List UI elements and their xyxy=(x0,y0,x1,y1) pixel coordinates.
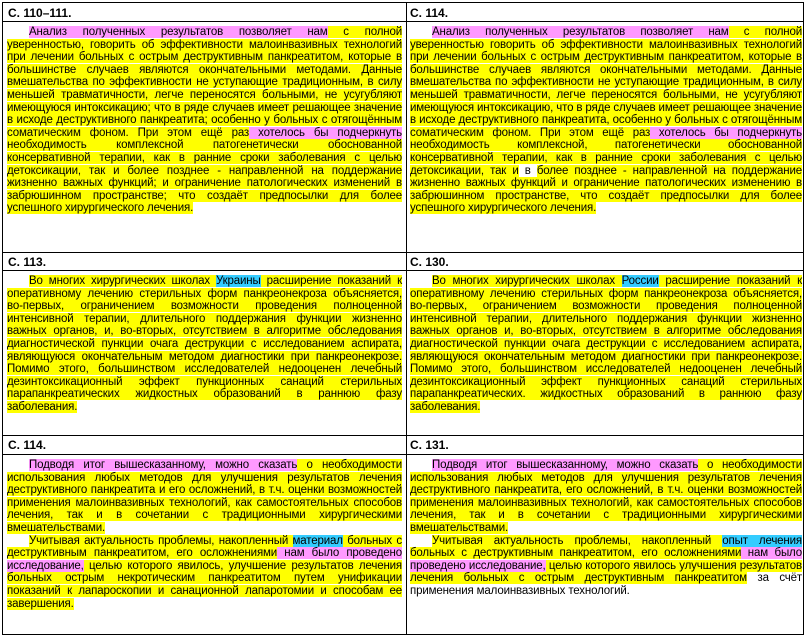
compared-text-block xyxy=(410,26,802,215)
source-page-header: С. 114. xyxy=(8,438,47,452)
matched-phrase: хотелось бы подчеркнуть xyxy=(249,126,403,139)
text-segment: за счёт применения малоинвазивных технологий. xyxy=(410,572,802,597)
text-paragraph xyxy=(410,275,802,414)
text-segment: о необходимости использования любых методов для улучшения результатов лечения деструктивного панкреатита и его осложнений, в т.ч. оценки возможностей применения малоинвазивных технологий, как самостоятельных способов лечения, так и в сочетании с традиционными хирургическими вмешательствами. xyxy=(7,459,403,534)
matched-phrase: хотелось бы подчеркнуть xyxy=(650,126,803,139)
text-paragraph xyxy=(7,275,402,414)
text-segment: необходимость комплексной, патогенетически обоснованной консервативной терапии, как в ранние сроки заболевания с целью детоксикации, так и xyxy=(410,139,802,177)
source-page-header: С. 113. xyxy=(8,255,47,269)
source-page-header: С. 110–111. xyxy=(8,6,72,20)
changed-phrase: Украины xyxy=(216,275,261,287)
matched-phrase: Анализ полученных результатов позволяет нам xyxy=(432,26,729,38)
text-paragraph xyxy=(410,26,802,215)
comparison-table xyxy=(2,2,804,635)
text-segment: больных с деструктивным панкреатитом, его осложнениями xyxy=(7,534,402,560)
compared-text-block xyxy=(410,275,802,414)
text-segment: целью которого явилось, улучшение результатов лечения больных острым некротическим панкреатитом путем унификации показаний к лапароскопии и санационной лапаротомии и способам ее завершения. xyxy=(7,559,402,610)
changed-phrase: России xyxy=(621,275,659,287)
text-segment: расширение показаний к оперативному лечению стерильных форм панкреонекроза объясняется, во-первых, ограничением возможности проведения полноценной интенсивной терапии, длительного поддержания функции жизненно важных органов, и, во-вторых, отсутствием в алгоритме обследования диагностической пункции очага деструкции с исследованием аспирата, являющуюся окончательным методом диагностики при панкреонекрозе. Помимо этого, большинством исследователей недооценен лечебный дезинтоксикационный эффект пункционных санаций стерильных парапанкреатических жидкостных образований в раннюю фазу заболевания. xyxy=(7,275,402,413)
text-paragraph xyxy=(410,459,802,535)
compared-page-header: С. 131. xyxy=(410,438,449,452)
text-paragraph xyxy=(7,26,402,215)
text-segment: Во многих хирургических школах xyxy=(29,275,217,287)
matched-phrase: Подводя итог вышесказанному, можно сказать xyxy=(29,459,298,471)
source-text-block xyxy=(7,275,402,414)
text-paragraph xyxy=(410,535,802,598)
text-segment: целью которого явилось улучшения результатов лечения больных с острым деструктивным панкреатитом xyxy=(410,559,802,585)
text-segment: больных с деструктивным панкреатитом, его осложнениями xyxy=(410,547,742,560)
text-segment: необходимость комплексной патогенетически обоснованной консервативной терапии, как в ранние сроки заболевания с целью детоксикации, так и более позднее - направленной на поддержание жизненно важных функций; и ограничение патологических изменений в забрюшинном пространстве; что создаёт предпосылки для более успешного хирургического лечения. xyxy=(7,139,402,215)
row-divider xyxy=(3,270,803,271)
matched-phrase: Анализ полученных результатов позволяет нам xyxy=(29,26,328,38)
compared-page-header: С. 130. xyxy=(410,255,449,269)
row-divider xyxy=(3,21,803,22)
compared-page-header: С. 114. xyxy=(410,6,449,20)
changed-phrase: материал xyxy=(292,534,343,547)
compared-text-block xyxy=(410,459,802,598)
row-divider xyxy=(3,435,803,436)
text-segment: в xyxy=(518,164,537,177)
text-segment: Учитывая актуальность проблемы, накопленный xyxy=(29,534,293,547)
text-segment: о необходимости использования любых методов для улучшения результатов лечения деструктивного панкреатита, его осложнений, в т.ч. оценки возможностей применения малоинвазивных технологий, как самостоятельных способов лечения, так и в сочетании с традиционными хирургическими вмешательствами. xyxy=(410,459,803,534)
matched-phrase: Подводя итог вышесказанному, можно сказать xyxy=(432,459,699,471)
text-segment: Учитывая актуальность проблемы, накопленный xyxy=(432,534,723,547)
text-segment: Во многих хирургических школах xyxy=(432,275,622,287)
source-text-block xyxy=(7,459,402,610)
source-text-block xyxy=(7,26,402,215)
changed-phrase: опыт лечения xyxy=(722,534,802,547)
text-segment: с полной уверенностью, говорить об эффективности малоинвазивных технологий при лечении больных с острым деструктивным панкреатитом, которые в большинстве случаев являются окончательными методами. Данные вмешательства по эффективности не уступающие традиционным, в силу меньшей травматичности, легче переносятся больными, не усугубляют имеющуюся интоксикацию; что в ряде случаев имеет решающее значение в исходе деструктивного панкреатита; особенно у больных с отягощённым соматическим фоном. При этом ещё раз xyxy=(7,26,402,139)
column-divider xyxy=(406,3,407,634)
text-paragraph xyxy=(7,459,402,535)
text-paragraph xyxy=(7,535,402,611)
matched-phrase: нам было проведено исследование, xyxy=(410,547,802,572)
text-segment: более позднее - направленной на поддержание жизненно важных функций и ограничение патологических изменению в забрюшинном пространстве, что создаёт предпосылки для более успешного хирургического лечения. xyxy=(410,164,802,215)
text-segment: расширение показаний к оперативному лечению стерильных форм панкреонекроза объясняется, во-первых, ограничением возможности проведения полноценной интенсивной терапии, длительного поддержания функции жизненно важных органов и, во-вторых, отсутствием в алгоритме обследования диагностической пункции очага деструкции с исследованием аспирата, являющуюся окончательным методом диагностики при панкреонекрозе. Помимо этого, большинством исследователей недооценен лечебный дезинтоксикационный эффект пункционных санаций стерильных парапанкреатических. жидкостных образований в раннюю фазу заболевания. xyxy=(410,275,802,413)
row-divider xyxy=(3,252,803,253)
matched-phrase: нам было проведено исследование, xyxy=(7,547,402,572)
text-segment: с полной уверенностью говорить об эффективности малоинвазивных технологий при лечении больных с острым деструктивным панкреатитом, которые в большинстве случаев являются окончательными методами. Данные вмешательства по эффективности не уступающие традиционным, в силу меньшей травматичности, легче переносятся больными, не усугубляют имеющуюся интоксикацию, что в ряде случаев имеет решающее значение в исходе деструктивного панкреатита, особенно у больных с отягощённым соматическим фоном. При этом ещё раз xyxy=(410,26,802,139)
row-divider xyxy=(3,454,803,455)
